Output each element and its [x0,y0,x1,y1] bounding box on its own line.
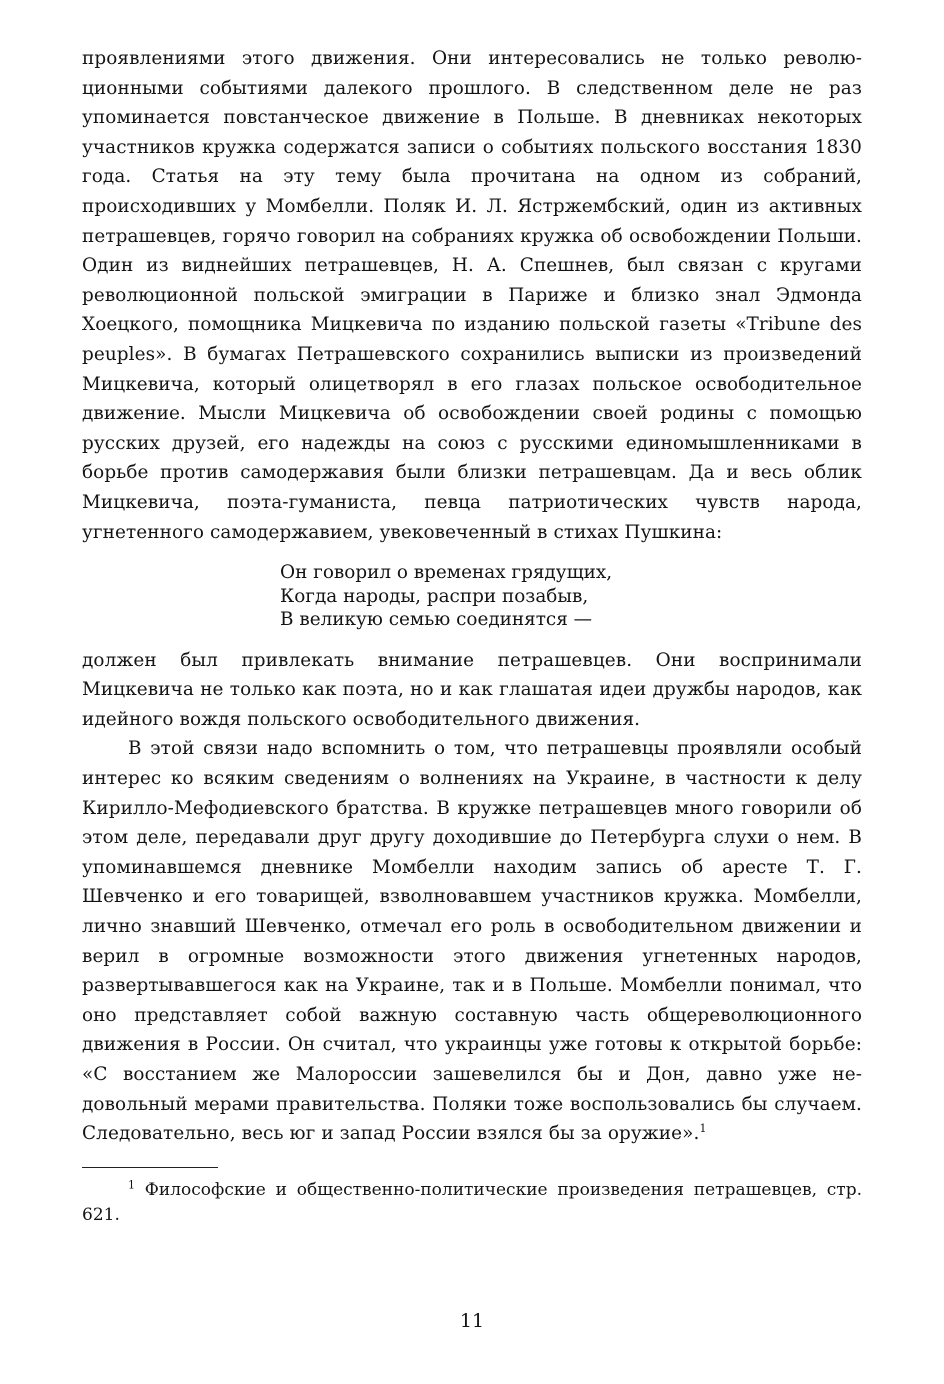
paragraph-2: должен был привлекать внимание петрашевцев. Они воспринимали Мицкевича не только как поэта, но и как глашатая идеи дружбы народов, как идейного вождя польского освободительного движения. [82,649,862,730]
verse-line-2: Когда народы, распри позабыв, [280,585,589,607]
footnote-text: Философские и общественно-политические произведения петрашевцев, стр. 621. [82,1179,862,1225]
paragraph-3-text: В этой связи надо вспомнить о том, что петрашевцы проявляли особый интерес ко всяким сведениям о волнениях на Украине, в частности к делу Кирилло-Мефодиевского братства. В кружке петрашевцев много говорили об этом деле, передавали друг другу доходившие до Петербурга слухи о нем. В упоминавшемся дневнике Момбелли находим запись об аресте Т. Г. Шевченко и его товарищей, взволновавшем участников кружка. Момбелли, лично знавший Шевченко, отмечал его роль в освободительном движении и верил в огромные возможности этого движения угнетенных народов, развертывавшегося как на Украине, так и в Польше. Момбелли понимал, что оно представляет собой важную составную часть общереволюционного движения в России. Он считал, что украинцы уже готовы к открытой борьбе: «С восстанием же Малороссии зашевелился бы и Дон, давно уже недовольный мерами правительства. Поляки тоже воспользовались бы случаем. Следовательно, весь юг и запад России взялся бы за оружие». [82,738,862,1145]
footnote-divider [82,1167,218,1168]
footnote-marker: 1 [128,1178,135,1192]
paragraph-3 [82,734,862,1148]
verse-line-3: В великую семью соединятся — [280,609,593,631]
footnote-reference: 1 [699,1121,707,1135]
verse-line-1: Он говорил о временах грядущих, [280,562,613,584]
footnote [82,1178,862,1228]
page-number: 11 [459,1310,485,1332]
verse-quote [280,561,862,632]
paragraph-1: проявлениями этого движения. Они интересовались не только революционными событиями далекого прошлого. В следственном деле не раз упоминается повстанческое движение в Польше. В дневниках некоторых участников кружка содержатся записи о событиях польского восстания 1830 года. Статья на эту тему была прочитана на одном из собраний, происходивших у Момбелли. Поляк И. Л. Ястржембский, один из активных петрашевцев, горячо говорил на собраниях кружка об освобождении Польши. Один из виднейших петрашевцев, Н. А. Спешнев, был связан с кругами революционной польской эмиграции в Париже и близко знал Эдмонда Хоецкого, помощника Мицкевича по изданию польской газеты «Tribune des peuples». В бумагах Петрашевского сохранились выписки из произведений Мицкевича, который олицетворял в его глазах польское освободительное движение. Мысли Мицкевича об освобождении своей родины с помощью русских друзей, его надежды на союз с русскими единомышленниками в борьбе против самодержавия были близки петрашевцам. Да и весь облик Мицкевича, поэта-гуманиста, певца патриотических чувств народа, угнетенного самодержавием, увековеченный в стихах Пушкина: [82,48,862,543]
page-body [82,44,862,1228]
